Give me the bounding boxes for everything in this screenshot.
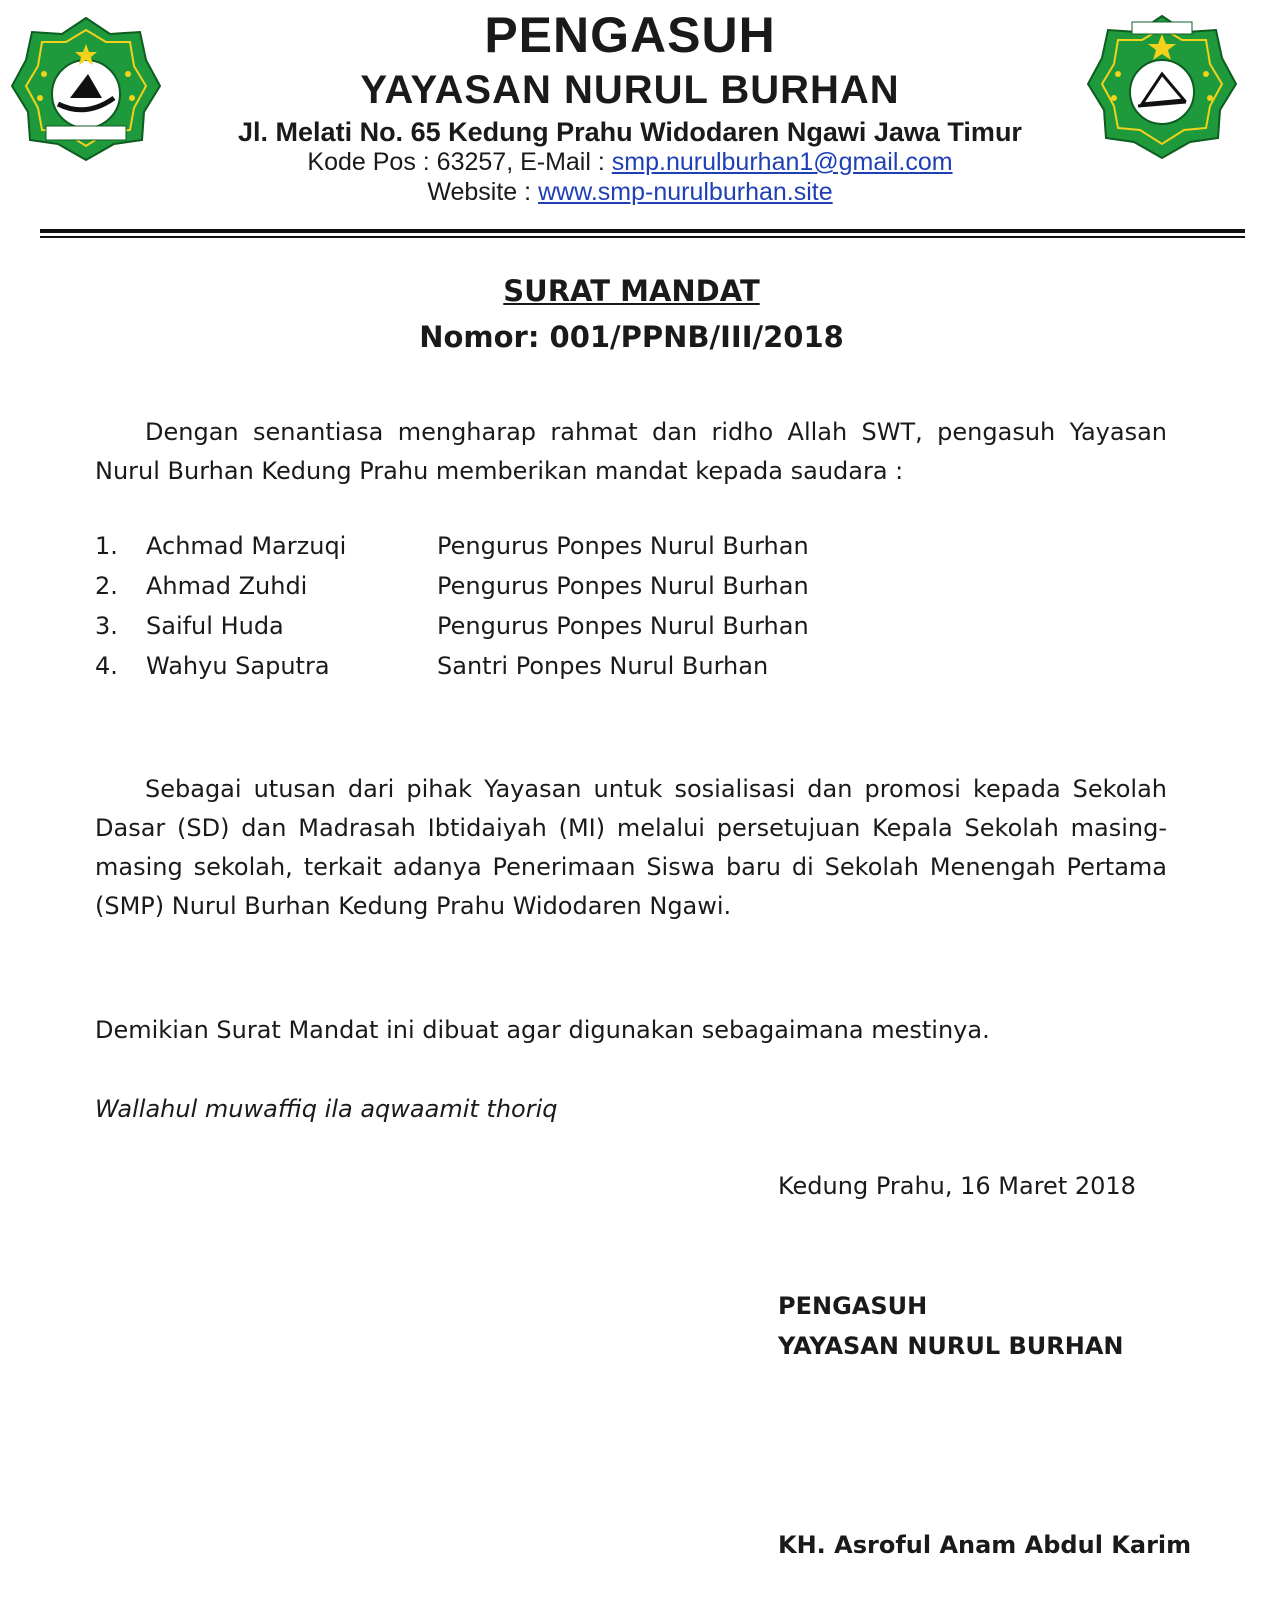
intro-text: Dengan senantiasa mengharap rahmat dan ridho Allah SWT, pengasuh Yayasan Nurul Burhan Kedung Prahu memberikan mandat kepada saudara :: [95, 418, 1167, 485]
right-school-logo: [1086, 12, 1238, 162]
letterhead-contact: [180, 148, 1080, 177]
header-divider-thick: [40, 229, 1245, 233]
letterhead-organization: YAYASAN NURUL BURHAN: [360, 68, 900, 112]
postal-code-label: Kode Pos : 63257, E-Mail :: [307, 148, 612, 176]
item-number: 2.: [95, 572, 118, 600]
purpose-text: Sebagai utusan dari pihak Yayasan untuk sosialisasi dan promosi kepada Sekolah Dasar (SD) dan Madrasah Ibtidaiyah (MI) melalui persetujuan Kepala Sekolah masing-masing sekolah, terkait adanya Penerimaan Siswa baru di Sekolah Menengah Pertama (SMP) Nurul Burhan Kedung Prahu Widodaren Ngawi.: [95, 775, 1167, 920]
intro-paragraph: [95, 413, 1167, 491]
signatory-title-line-2: YAYASAN NURUL BURHAN: [778, 1332, 1124, 1360]
website-label: Website :: [427, 178, 539, 206]
letterhead-website: [180, 178, 1080, 207]
place-date: Kedung Prahu, 16 Maret 2018: [778, 1172, 1136, 1200]
left-foundation-logo: [10, 14, 162, 164]
header-divider-thin: [40, 236, 1245, 238]
appointee-role: Pengurus Ponpes Nurul Burhan: [437, 532, 809, 560]
item-number: 3.: [95, 612, 118, 640]
salutation: Wallahul muwaffiq ila aqwaamit thoriq: [95, 1095, 558, 1123]
website-link[interactable]: www.smp-nurulburhan.site: [538, 178, 833, 206]
letterhead-address: Jl. Melati No. 65 Kedung Prahu Widodaren Ngawi Jawa Timur: [238, 117, 1022, 147]
letter-title: SURAT MANDAT: [503, 274, 760, 308]
appointee-name: Wahyu Saputra: [146, 652, 330, 680]
purpose-paragraph: [95, 770, 1167, 926]
closing-paragraph: Demikian Surat Mandat ini dibuat agar digunakan sebagaimana mestinya.: [95, 1016, 990, 1044]
appointee-name: Achmad Marzuqi: [146, 532, 347, 560]
signatory-name: KH. Asroful Anam Abdul Karim: [778, 1531, 1192, 1559]
item-number: 1.: [95, 532, 118, 560]
appointee-role: Pengurus Ponpes Nurul Burhan: [437, 572, 809, 600]
appointee-role: Santri Ponpes Nurul Burhan: [437, 652, 769, 680]
signatory-title-line-1: PENGASUH: [778, 1292, 928, 1320]
item-number: 4.: [95, 652, 118, 680]
appointee-role: Pengurus Ponpes Nurul Burhan: [437, 612, 809, 640]
email-link[interactable]: smp.nurulburhan1@gmail.com: [611, 148, 953, 176]
appointee-name: Ahmad Zuhdi: [146, 572, 308, 600]
appointee-name: Saiful Huda: [146, 612, 284, 640]
letterhead-title: PENGASUH: [484, 7, 776, 63]
letter-number: Nomor: 001/PPNB/III/2018: [419, 320, 844, 354]
